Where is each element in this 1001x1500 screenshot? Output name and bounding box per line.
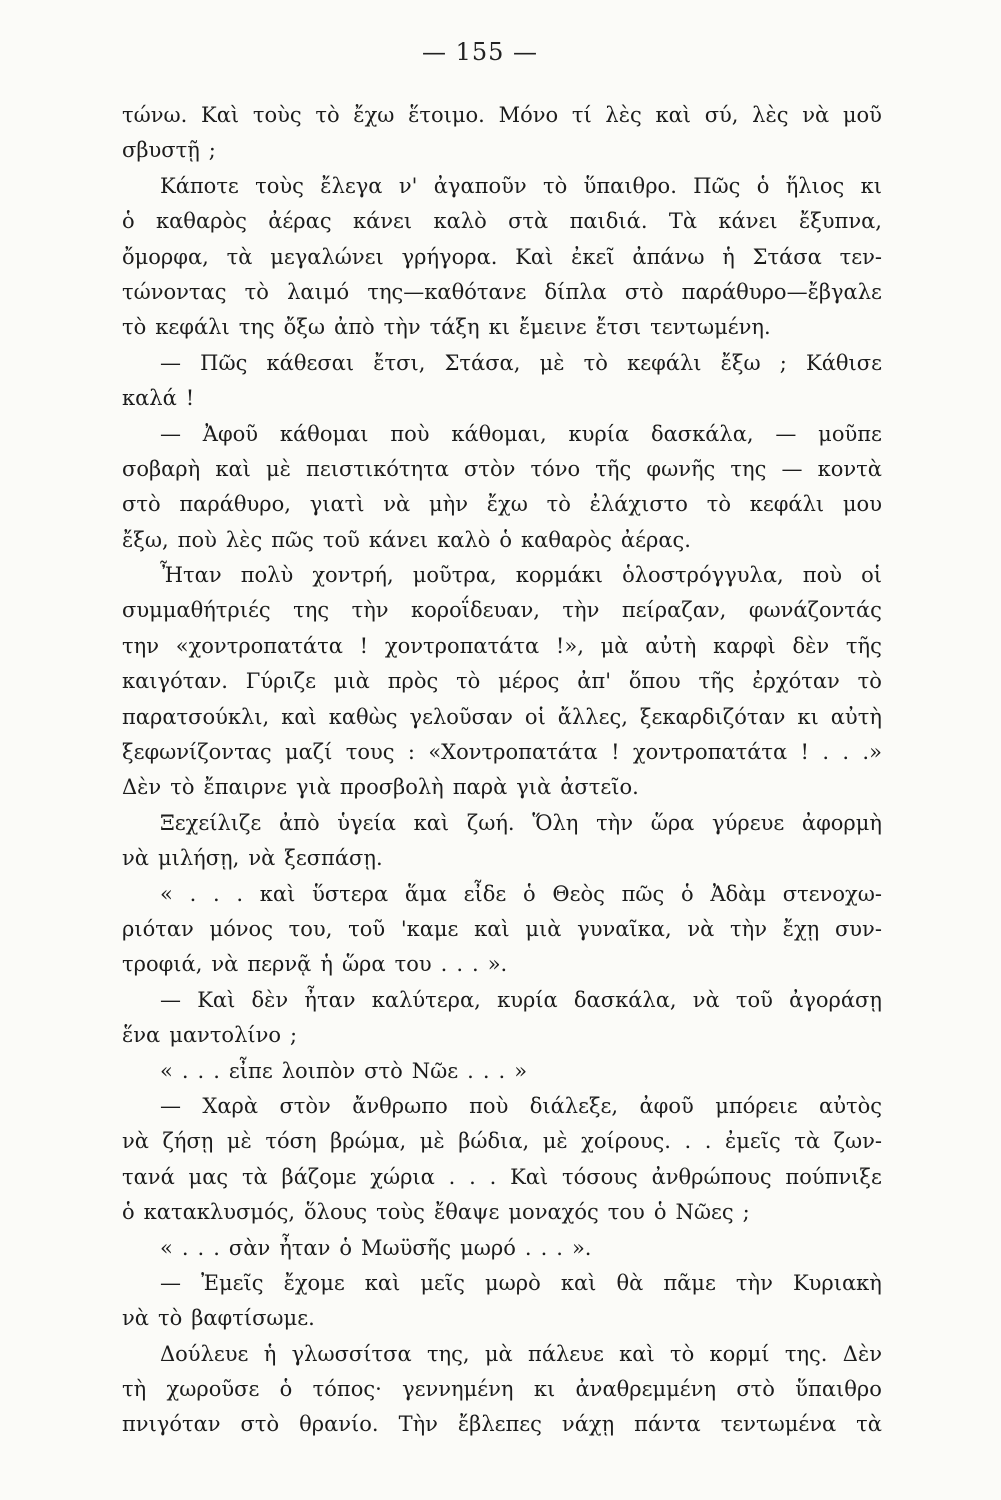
text-line: τώνοντας τὸ λαιμό της—καθότανε δίπλα στὸ παράθυρο—ἔβγαλε [122, 279, 882, 304]
text-line: Ἦταν πολὺ χοντρή, μοῦτρα, κορμάκι ὁλοστρόγγυλα, ποὺ οἱ [160, 563, 882, 588]
text-line: την «χοντροπατάτα ! χοντροπατάτα !», μὰ αὐτὴ καρφὶ δὲν τῆς [122, 633, 882, 658]
text-line: τὸ κεφάλι της ὄξω ἀπὸ τὴν τάξη κι ἔμεινε ἔτσι τεντωμένη. [122, 315, 771, 340]
text-line: — Ἐμεῖς ἔχομε καὶ μεῖς μωρὸ καὶ θὰ πᾶμε τὴν Κυριακὴ [160, 1270, 882, 1295]
body-text [122, 98, 882, 1443]
text-line: στὸ παράθυρο, γιατὶ νὰ μὴν ἔχω τὸ ἐλάχιστο τὸ κεφάλι μου [122, 492, 882, 517]
text-line: σβυστῇ ; [122, 138, 216, 163]
text-line: Κάποτε τοὺς ἔλεγα ν' ἀγαποῦν τὸ ὕπαιθρο. Πῶς ὁ ἥλιος κι [160, 173, 882, 198]
text-line: καιγόταν. Γύριζε μιὰ πρὸς τὸ μέρος ἀπ' ὅπου τῆς ἐρχόταν τὸ [122, 669, 882, 694]
text-line: παρατσούκλι, καὶ καθὼς γελοῦσαν οἱ ἄλλες, ξεκαρδιζόταν κι αὐτὴ [122, 704, 882, 729]
text-line: τανά μας τὰ βάζομε χώρια . . . Καὶ τόσους ἀνθρώπους πούπνιξε [122, 1164, 882, 1189]
text-line: Δούλευε ἡ γλωσσίτσα της, μὰ πάλευε καὶ τὸ κορμί της. Δὲν [160, 1341, 882, 1366]
text-line: καλά ! [122, 386, 195, 411]
text-line: ξεφωνίζοντας μαζί τους : «Χοντροπατάτα ! χοντροπατάτα ! . . .» [122, 740, 882, 765]
text-line: « . . . καὶ ὕστερα ἅμα εἶδε ὁ Θεὸς πῶς ὁ Ἀδὰμ στενοχω- [160, 881, 882, 906]
text-line: νὰ ζήσῃ μὲ τόση βρώμα, μὲ βώδια, μὲ χοίρους. . . ἐμεῖς τὰ ζων- [122, 1129, 882, 1154]
text-line: τὴ χωροῦσε ὁ τόπος· γεννημένη κι ἀναθρεμμένη στὸ ὕπαιθρο [122, 1377, 882, 1402]
text-line: — Ἀφοῦ κάθομαι ποὺ κάθομαι, κυρία δασκάλα, — μοῦπε [160, 421, 882, 446]
text-line: Ξεχείλιζε ἀπὸ ὑγεία καὶ ζωή. Ὅλη τὴν ὥρα γύρευε ἀφορμὴ [160, 810, 882, 835]
text-line: νὰ τὸ βαφτίσωμε. [122, 1306, 315, 1331]
text-line: πνιγόταν στὸ θρανίο. Τὴν ἔβλεπες νάχῃ πάντα τεντωμένα τὰ [122, 1412, 882, 1437]
text-line: νὰ μιλήσῃ, νὰ ξεσπάσῃ. [122, 846, 383, 871]
text-line: « . . . εἶπε λοιπὸν στὸ Νῶε . . . » [160, 1058, 528, 1083]
text-line: — Πῶς κάθεσαι ἔτσι, Στάσα, μὲ τὸ κεφάλι ἔξω ; Κάθισε [160, 350, 882, 375]
text-line: « . . . σὰν ἦταν ὁ Μωϋσῆς μωρό . . . ». [160, 1235, 592, 1260]
text-line: — Χαρὰ στὸν ἄνθρωπο ποὺ διάλεξε, ἀφοῦ μπόρειε αὐτὸς [160, 1093, 882, 1118]
text-line: ὁ κατακλυσμός, ὅλους τοὺς ἔθαψε μοναχός του ὁ Νῶες ; [122, 1200, 750, 1225]
text-line: ἔξω, ποὺ λὲς πῶς τοῦ κάνει καλὸ ὁ καθαρὸς ἀέρας. [122, 527, 691, 552]
text-line: σοβαρὴ καὶ μὲ πειστικότητα στὸν τόνο τῆς φωνῆς της — κοντὰ [122, 456, 882, 481]
text-line: ὄμορφα, τὰ μεγαλώνει γρήγορα. Καὶ ἐκεῖ ἀπάνω ἡ Στάσα τεν- [122, 244, 882, 269]
text-line: — Καὶ δὲν ἦταν καλύτερα, κυρία δασκάλα, νὰ τοῦ ἀγοράσῃ [160, 987, 882, 1012]
text-line: ριόταν μόνος του, τοῦ 'καμε καὶ μιὰ γυναῖκα, νὰ τὴν ἔχῃ συν- [122, 916, 882, 941]
text-line: τροφιά, νὰ περνᾷ ἡ ὥρα του . . . ». [122, 952, 508, 977]
text-line: Δὲν τὸ ἔπαιρνε γιὰ προσβολὴ παρὰ γιὰ ἀστεῖο. [122, 775, 639, 800]
text-line: τώνω. Καὶ τοὺς τὸ ἔχω ἕτοιμο. Μόνο τί λὲς καὶ σύ, λὲς νὰ μοῦ [122, 103, 882, 127]
text-line: ὁ καθαρὸς ἀέρας κάνει καλὸ στὰ παιδιά. Τὰ κάνει ἔξυπνα, [122, 209, 882, 234]
page-number: — 155 — [421, 38, 539, 66]
text-line: ἕνα μαντολίνο ; [122, 1023, 298, 1048]
text-line: συμμαθήτριές της τὴν κοροΐδευαν, τὴν πείραζαν, φωνάζοντάς [122, 598, 882, 623]
